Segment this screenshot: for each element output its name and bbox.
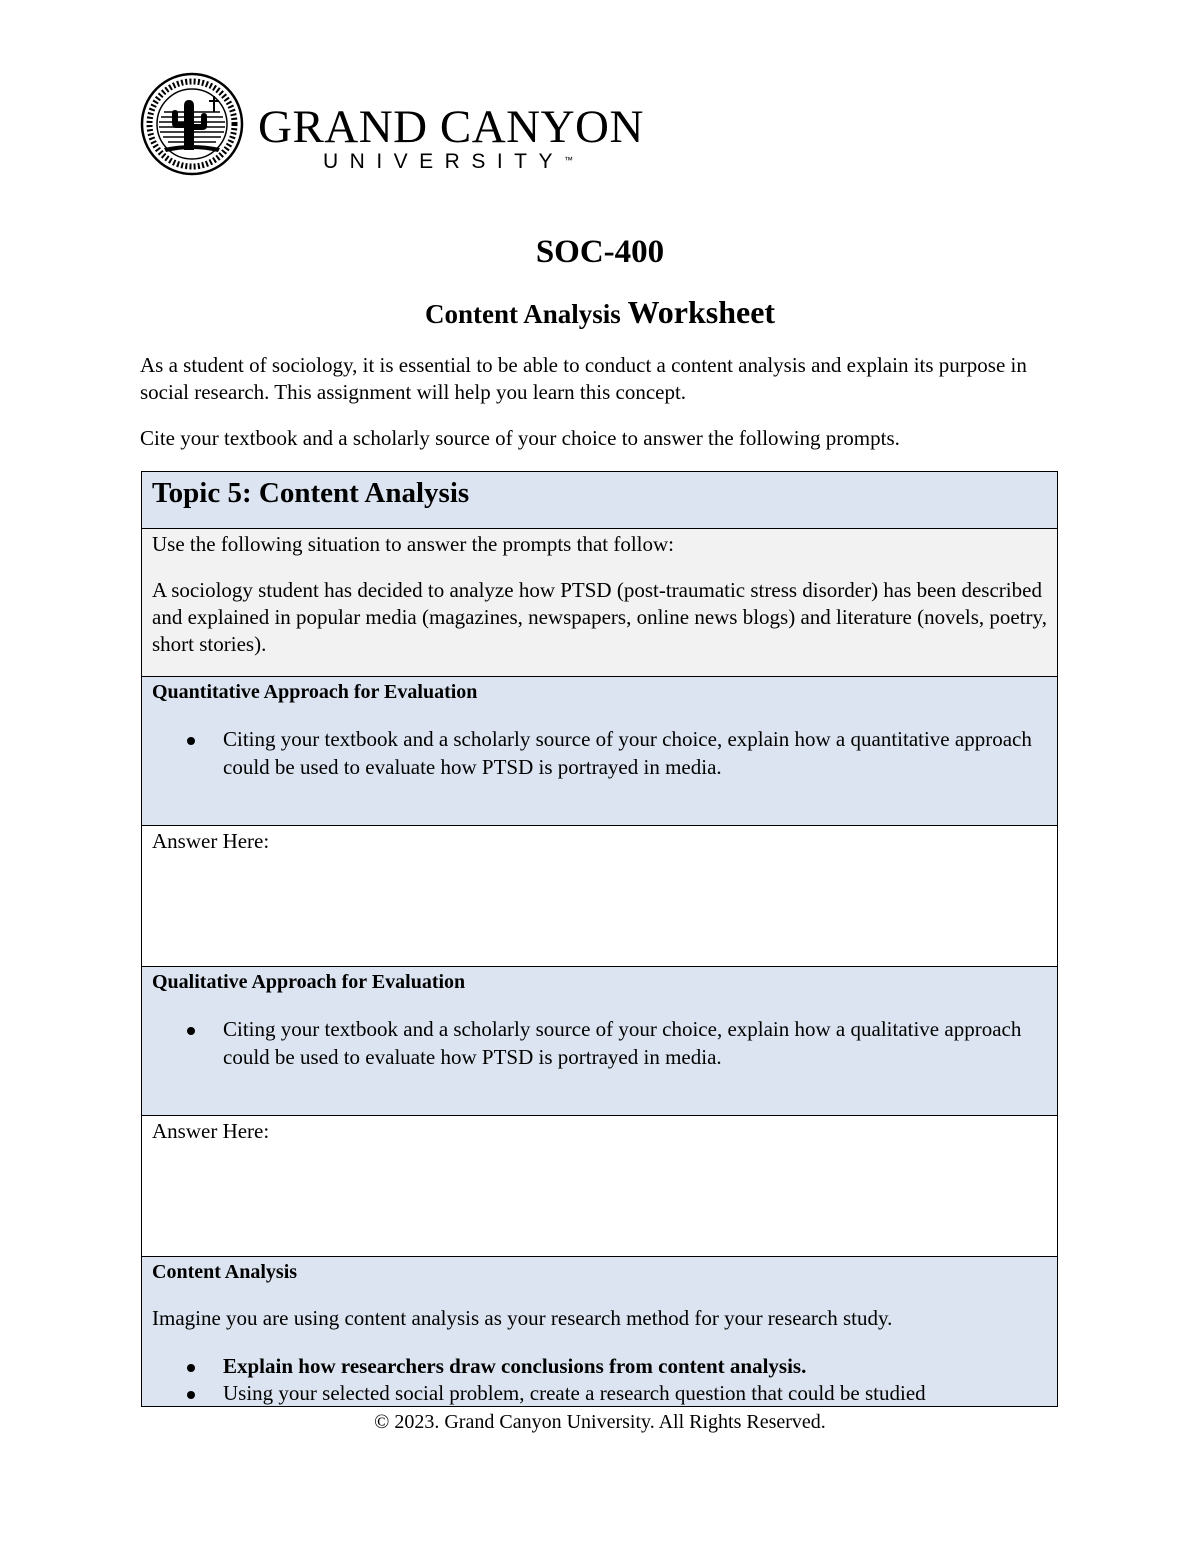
qualitative-heading: Qualitative Approach for Evaluation [152, 971, 466, 993]
university-seal-icon [140, 72, 244, 176]
situation-intro: Use the following situation to answer the prompts that follow: [152, 532, 675, 556]
university-wordmark [258, 101, 644, 173]
bullet-icon [187, 1027, 195, 1035]
worksheet-title [0, 294, 1200, 332]
list-item [223, 725, 1047, 781]
bullet-icon [187, 737, 195, 745]
situation-text: A sociology student has decided to analyze how PTSD (post-traumatic stress disorder) has been described and explained in popular media (magazines, newspapers, online news blogs) and literature (novels, poetry, short stories). [152, 578, 1047, 656]
bullet-icon [187, 1364, 195, 1372]
qualitative-prompt: Citing your textbook and a scholarly source of your choice, explain how a qualitative approach could be used to evaluate how PTSD is portrayed in media. [223, 1017, 1022, 1069]
title-part2: Worksheet [627, 294, 776, 330]
course-code: SOC-400 [535, 234, 665, 270]
cite-instruction: Cite your textbook and a scholarly source of your choice to answer the following prompts. [140, 426, 900, 450]
list-item [223, 1015, 1047, 1071]
quantitative-answer-label: Answer Here: [152, 829, 270, 853]
university-subtitle: UNIVERSITY [323, 150, 565, 173]
university-name: GRAND CANYON [258, 101, 644, 153]
topic-title: Topic 5: Content Analysis [152, 477, 470, 509]
content-analysis-cell [142, 1257, 1057, 1407]
university-logo [140, 72, 644, 176]
quantitative-heading: Quantitative Approach for Evaluation [152, 681, 478, 703]
list-item [223, 1380, 1047, 1406]
bullet-icon [187, 1391, 195, 1399]
quantitative-prompt: Citing your textbook and a scholarly source of your choice, explain how a quantitative approach could be used to evaluate how PTSD is portrayed in media. [223, 727, 1032, 779]
qualitative-answer-label: Answer Here: [152, 1119, 270, 1143]
title-part1: Content Analysis [424, 299, 628, 329]
worksheet-table [141, 471, 1058, 1407]
list-item [223, 1352, 1047, 1380]
qualitative-bullets [152, 1015, 1047, 1071]
situation-cell [142, 529, 1057, 677]
content-analysis-heading: Content Analysis [152, 1261, 298, 1283]
quantitative-prompt-cell [142, 677, 1057, 826]
trademark-symbol: ™ [564, 155, 574, 165]
qualitative-prompt-cell [142, 967, 1057, 1116]
copyright-footer: © 2023. Grand Canyon University. All Rights Reserved. [374, 1411, 826, 1433]
intro-paragraph: As a student of sociology, it is essential to be able to conduct a content analysis and explain its purpose in social research. This assignment will help you learn this concept. [140, 353, 1027, 404]
qualitative-answer-cell[interactable] [142, 1116, 1057, 1257]
topic-header-cell [142, 472, 1057, 529]
quantitative-bullets [152, 725, 1047, 781]
content-analysis-text: Imagine you are using content analysis as your research method for your research study. [152, 1306, 893, 1330]
content-analysis-bullet-2: Using your selected social problem, create a research question that could be studied [223, 1381, 926, 1405]
quantitative-answer-cell[interactable] [142, 826, 1057, 967]
content-analysis-bullets [152, 1352, 1047, 1406]
content-analysis-bullet-1: Explain how researchers draw conclusions from content analysis. [223, 1354, 807, 1378]
